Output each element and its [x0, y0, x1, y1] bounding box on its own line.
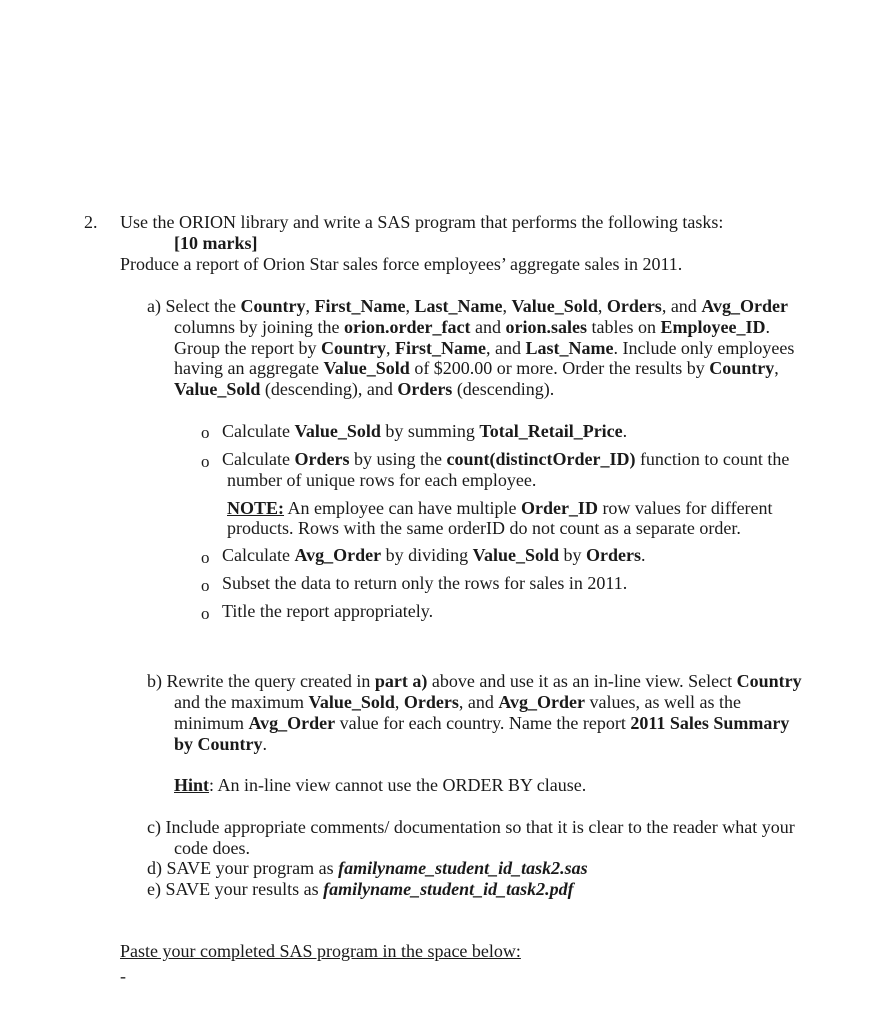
- question-intro: Use the ORION library and write a SAS program that performs the following tasks:: [120, 212, 724, 232]
- part-a-line-5: Value_Sold (descending), and Orders (descending).: [174, 379, 555, 399]
- part-a-line-4: having an aggregate Value_Sold of $200.00 or more. Order the results by Country,: [174, 358, 779, 378]
- hint: Hint: An in-line view cannot use the ORDER BY clause.: [174, 775, 587, 795]
- part-b-line-3: minimum Avg_Order value for each country. Name the report 2011 Sales Summary: [174, 713, 790, 733]
- bullet-icon: o: [201, 423, 210, 442]
- part-b-line-1: b) Rewrite the query created in part a) above and use it as an in-line view. Select Country: [147, 671, 802, 691]
- paste-instruction: Paste your completed SAS program in the space below:: [120, 941, 521, 961]
- part-b-line-2: and the maximum Value_Sold, Orders, and Avg_Order values, as well as the: [174, 692, 741, 712]
- part-e: e) SAVE your results as familyname_student_id_task2.pdf: [147, 879, 574, 899]
- part-c-line-2: code does.: [174, 838, 250, 858]
- question-produce: Produce a report of Orion Star sales force employees’ aggregate sales in 2011.: [120, 254, 683, 274]
- bullet-icon: o: [201, 548, 210, 567]
- trailing-dash: -: [120, 966, 126, 986]
- question-marks: [10 marks]: [174, 233, 258, 253]
- note: NOTE: An employee can have multiple Order_ID row values for different: [227, 498, 773, 518]
- bullet-value-sold: Calculate Value_Sold by summing Total_Retail_Price.: [222, 421, 628, 441]
- note-line-2: products. Rows with the same orderID do not count as a separate order.: [227, 518, 741, 538]
- part-d: d) SAVE your program as familyname_student_id_task2.sas: [147, 858, 588, 878]
- part-a-line-2: columns by joining the orion.order_fact and orion.sales tables on Employee_ID.: [174, 317, 770, 337]
- bullet-title: Title the report appropriately.: [222, 601, 434, 621]
- part-a-line-1: a) Select the Country, First_Name, Last_Name, Value_Sold, Orders, and Avg_Order: [147, 296, 788, 316]
- bullet-avg-order: Calculate Avg_Order by dividing Value_Sold by Orders.: [222, 545, 646, 565]
- part-c-line-1: c) Include appropriate comments/ documentation so that it is clear to the reader what your: [147, 817, 795, 837]
- bullet-icon: o: [201, 452, 210, 471]
- part-a-line-3: Group the report by Country, First_Name, and Last_Name. Include only employees: [174, 338, 795, 358]
- bullet-icon: o: [201, 576, 210, 595]
- question-number: 2.: [84, 212, 98, 232]
- bullet-orders-line-2: number of unique rows for each employee.: [227, 470, 537, 490]
- bullet-orders: Calculate Orders by using the count(distinctOrder_ID) function to count the: [222, 449, 790, 469]
- bullet-subset: Subset the data to return only the rows for sales in 2011.: [222, 573, 628, 593]
- part-b-line-4: by Country.: [174, 734, 268, 754]
- bullet-icon: o: [201, 604, 210, 623]
